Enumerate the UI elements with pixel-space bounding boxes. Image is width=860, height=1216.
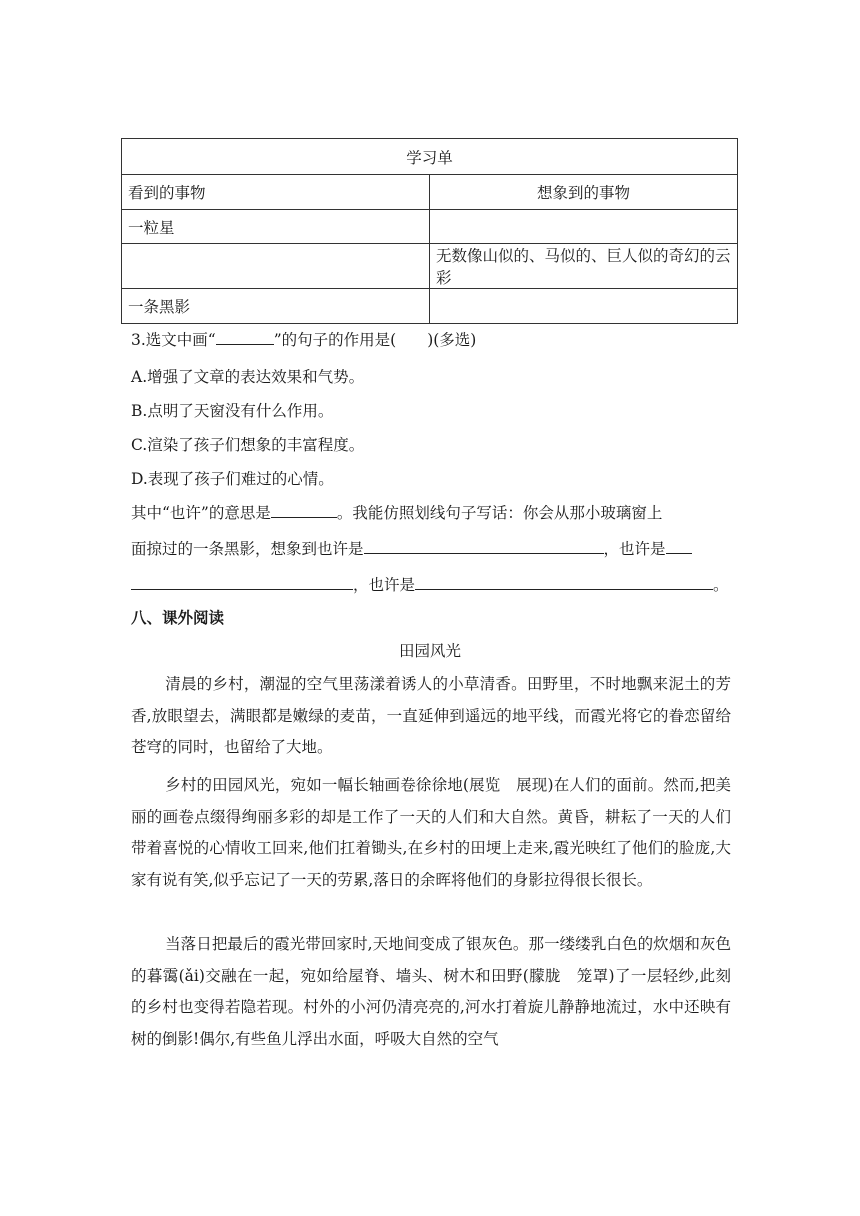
question4-line1: 其中“也许”的意思是 。我能仿照划线句子写话：你会从那小玻璃窗上	[131, 504, 663, 522]
study-sheet-table	[121, 138, 738, 324]
passage-paragraph: 乡村的田园风光，宛如一幅长轴画卷徐徐地(展览 展现)在人们的面前。然而,把美丽的画卷点缀得绚丽多彩的却是工作了一天的人们和大自然。黄昏，耕耘了一天的人们带着喜悦的心情收工回来,他们扛着锄头,在乡村的田埂上走来,霞光映红了他们的脸庞,大家有说有笑,似乎忘记了一天的劳累,落日的余晖将他们的身影拉得很长很长。	[131, 776, 731, 889]
answer-blank[interactable]	[271, 503, 337, 518]
option-b[interactable]: B.点明了天窗没有什么作用。	[131, 402, 334, 420]
answer-blank[interactable]	[131, 575, 353, 590]
imagined-cell: 无数像山似的、马似的、巨人似的奇幻的云彩	[430, 244, 738, 289]
table-row	[122, 289, 738, 324]
passage-title: 田园风光	[398, 642, 461, 660]
passage-paragraph: 当落日把最后的霞光带回家时,天地间变成了银灰色。那一缕缕乳白色的炊烟和灰色的暮霭(ǎi)交融在一起，宛如给屋脊、墙头、树木和田野(朦胧 笼罩)了一层轻纱,此刻的乡村也变得若隐若现。村外的小河仍清亮亮的,河水打着旋儿静静地流过，水中还映有树的倒影!偶尔,有些鱼儿浮出水面，呼吸大自然的空气	[131, 935, 731, 1048]
answer-blank[interactable]	[666, 539, 692, 554]
col-imagined-header: 想象到的事物	[430, 175, 738, 210]
table-title: 学习单	[122, 139, 738, 175]
question4-line2: 面掠过的一条黑影，想象到也许是 ，也许是	[131, 537, 692, 559]
answer-blank[interactable]	[364, 539, 604, 554]
col-seen-header: 看到的事物	[122, 175, 430, 210]
imagined-cell[interactable]	[430, 210, 738, 244]
question4-line3: ，也许是 。	[131, 573, 729, 595]
question3-stem: 3.选文中画“ ”的句子的作用是( )(多选)	[131, 331, 477, 349]
table-row	[122, 210, 738, 244]
table-row	[122, 244, 738, 289]
option-d[interactable]: D.表现了孩子们难过的心情。	[131, 470, 334, 488]
seen-cell[interactable]	[122, 244, 430, 289]
underline-marker	[216, 330, 274, 345]
passage-paragraph: 清晨的乡村，潮湿的空气里荡漾着诱人的小草清香。田野里，不时地飘来泥土的芳香,放眼望去，满眼都是嫩绿的麦苗，一直延伸到遥远的地平线，而霞光将它的眷恋留给苍穹的同时，也留给了大地。	[131, 675, 731, 756]
seen-cell: 一条黑影	[122, 289, 430, 324]
section-heading: 八、课外阅读	[131, 609, 225, 627]
seen-cell: 一粒星	[122, 210, 430, 244]
option-a[interactable]: A.增强了文章的表达效果和气势。	[131, 368, 365, 386]
answer-blank[interactable]	[415, 575, 713, 590]
imagined-cell[interactable]	[430, 289, 738, 324]
option-c[interactable]: C.渲染了孩子们想象的丰富程度。	[131, 436, 365, 454]
